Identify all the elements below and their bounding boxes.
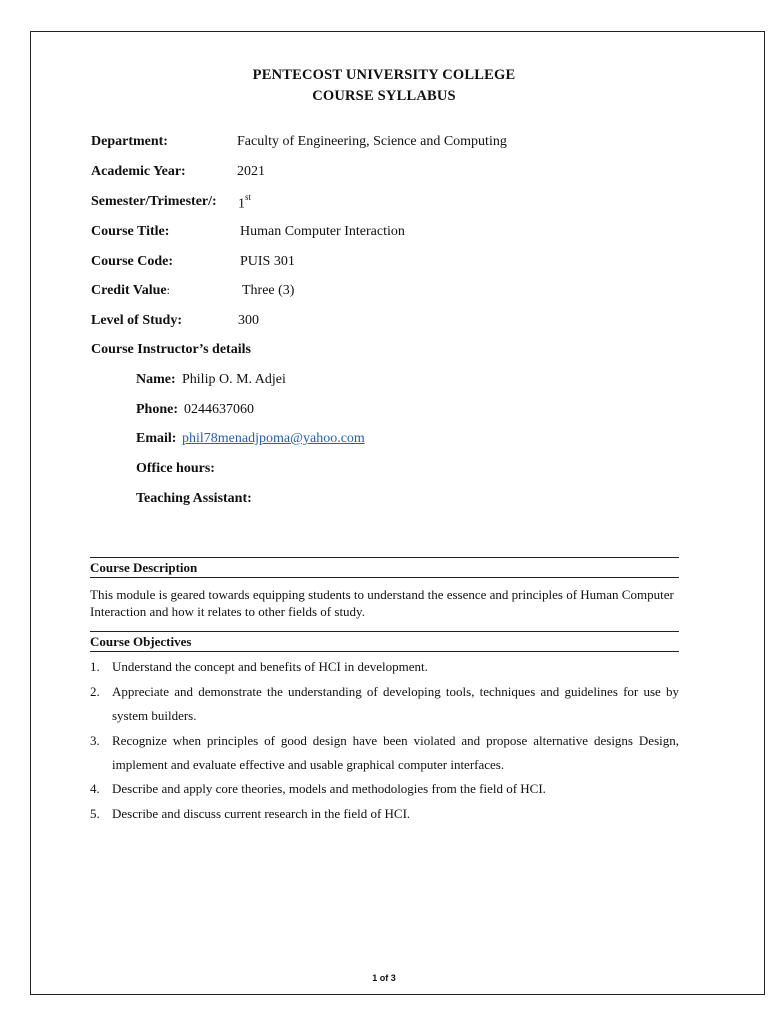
office-hours-label: Office hours: [136, 461, 215, 476]
course-code-label: Course Code: [91, 254, 174, 269]
instructor-name-value: Philip O. M. Adjei [182, 372, 286, 387]
objective-item: 2. Appreciate and demonstrate the understanding of developing tools, techniques and guidelines for use by system builders. [90, 684, 679, 723]
document-title: COURSE SYLLABUS [312, 88, 456, 104]
objective-item: 5. Describe and discuss current research in the field of HCI. [90, 806, 411, 821]
semester-label: Semester/Trimester/: [91, 194, 217, 209]
institution-title: PENTECOST UNIVERSITY COLLEGE [252, 67, 516, 83]
objective-item: 3. Recognize when principles of good design have been violated and propose alternative designs Design, implement and evaluate effective and usable graphical computer interfaces. [90, 733, 679, 772]
instructor-email-link[interactable]: phil78menadjpoma@yahoo.com [182, 431, 365, 446]
semester-superscript: st [245, 192, 252, 202]
academic-year-value: 2021 [237, 164, 265, 179]
credit-value-label: Credit Value: [91, 283, 170, 298]
course-title-label: Course Title: [91, 224, 170, 239]
semester-value: 1st [238, 192, 252, 212]
course-objectives-heading: Course Objectives [90, 631, 679, 652]
instructor-phone-label: Phone: [136, 402, 178, 417]
department-value: Faculty of Engineering, Science and Computing [237, 134, 507, 149]
level-of-study-value: 300 [238, 313, 259, 328]
course-description-heading: Course Description [90, 557, 679, 578]
page-indicator: 1 of 3 [372, 973, 396, 983]
level-of-study-label: Level of Study: [91, 313, 182, 328]
objective-item: 4. Describe and apply core theories, models and methodologies from the field of HCI. [90, 781, 546, 796]
instructor-email-label: Email: [136, 431, 177, 446]
credit-value-value: Three (3) [242, 283, 295, 298]
department-label: Department: [91, 134, 168, 149]
academic-year-label: Academic Year: [91, 164, 186, 179]
teaching-assistant-label: Teaching Assistant: [136, 491, 252, 506]
instructor-heading: Course Instructor’s details [91, 342, 251, 357]
course-title-value: Human Computer Interaction [240, 224, 405, 239]
course-description-text: This module is geared towards equipping students to understand the essence and principles of Human Computer Interaction and how it relates to other fields of study. [90, 587, 674, 619]
instructor-phone-value: 0244637060 [184, 402, 254, 417]
course-code-value: PUIS 301 [240, 254, 295, 269]
objective-item: 1. Understand the concept and benefits of HCI in development. [90, 659, 428, 674]
instructor-name-label: Name: [136, 372, 176, 387]
